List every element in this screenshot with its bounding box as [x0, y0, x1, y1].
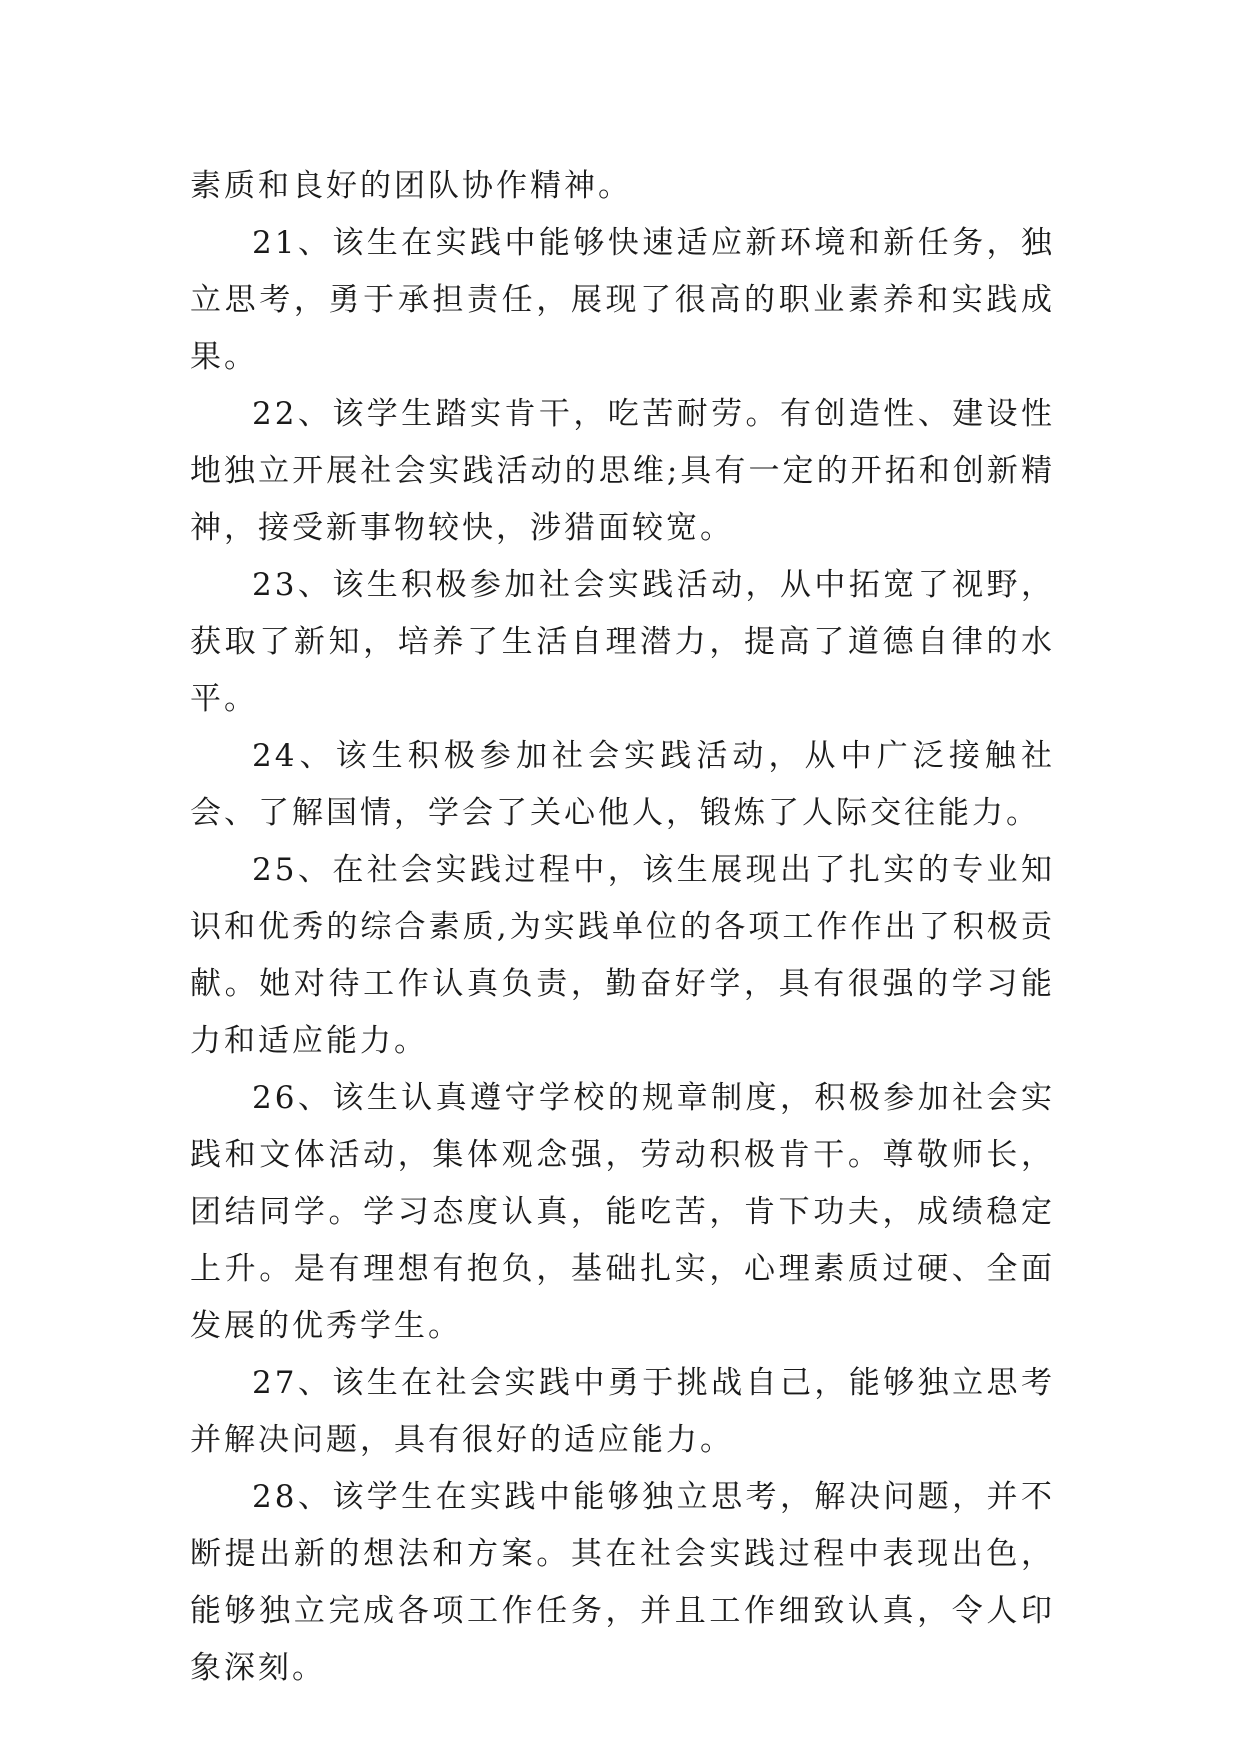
document-body — [190, 158, 1055, 1697]
paragraph-23: 23、该生积极参加社会实践活动，从中拓宽了视野，获取了新知，培养了生活自理潜力，提高了道德自律的水平。 — [190, 567, 1055, 717]
paragraph-24: 24、该生积极参加社会实践活动，从中广泛接触社会、了解国情，学会了关心他人，锻炼了人际交往能力。 — [190, 738, 1055, 831]
paragraph-21: 21、该生在实践中能够快速适应新环境和新任务，独立思考，勇于承担责任，展现了很高的职业素养和实践成果。 — [190, 225, 1055, 375]
paragraph-continuation: 素质和良好的团队协作精神。 — [190, 168, 632, 204]
paragraph-22: 22、该学生踏实肯干，吃苦耐劳。有创造性、建设性地独立开展社会实践活动的思维;具有一定的开拓和创新精神，接受新事物较快，涉猎面较宽。 — [190, 396, 1055, 546]
paragraph-26: 26、该生认真遵守学校的规章制度，积极参加社会实践和文体活动，集体观念强，劳动积极肯干。尊敬师长，团结同学。学习态度认真，能吃苦，肯下功夫，成绩稳定上升。是有理想有抱负，基础扎实，心理素质过硬、全面发展的优秀学生。 — [190, 1080, 1055, 1344]
paragraph-28: 28、该学生在实践中能够独立思考，解决问题，并不断提出新的想法和方案。其在社会实践过程中表现出色，能够独立完成各项工作任务，并且工作细致认真，令人印象深刻。 — [190, 1479, 1055, 1686]
paragraph-27: 27、该生在社会实践中勇于挑战自己，能够独立思考并解决问题，具有很好的适应能力。 — [190, 1365, 1055, 1458]
paragraph-25: 25、在社会实践过程中，该生展现出了扎实的专业知识和优秀的综合素质,为实践单位的各项工作作出了积极贡献。她对待工作认真负责，勤奋好学，具有很强的学习能力和适应能力。 — [190, 852, 1055, 1059]
